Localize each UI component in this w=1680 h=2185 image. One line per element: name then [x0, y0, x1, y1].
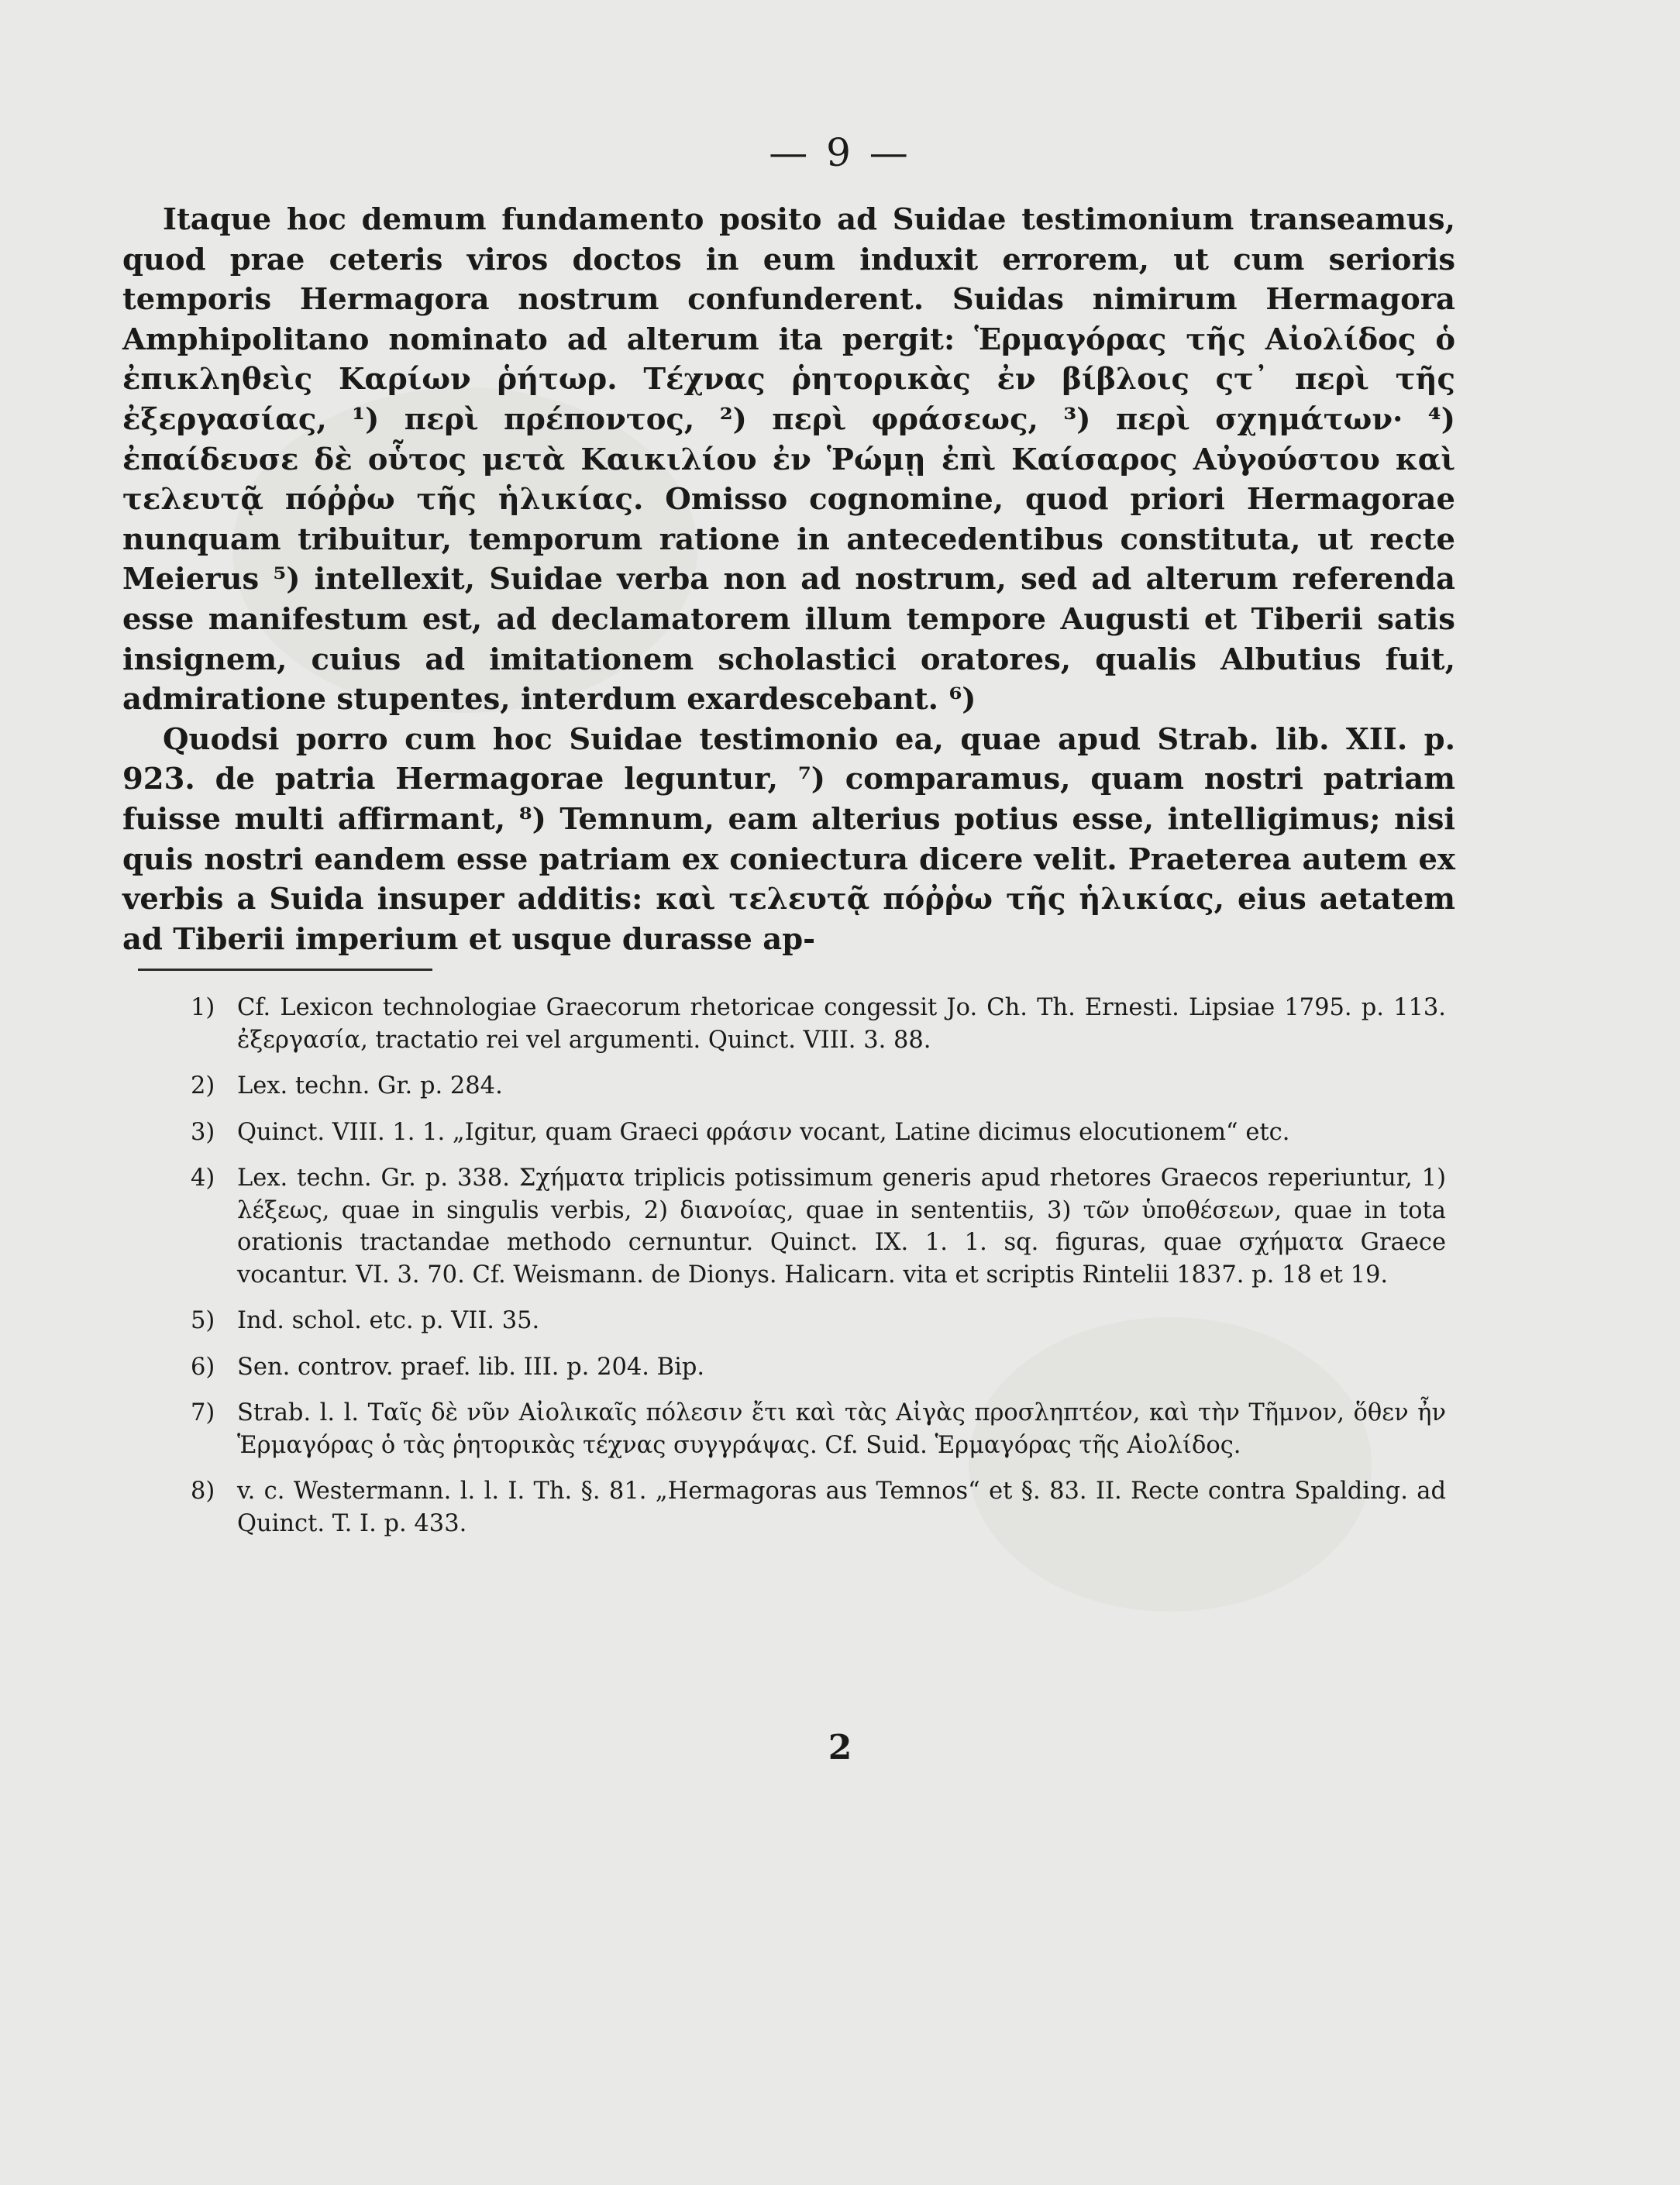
paragraph: Quodsi porro cum hoc Suidae testimonio ea, quae apud Strab. lib. XII. p. 923. de patria Hermagorae leguntur, ⁷) comparamus, quam nostri patriam fuisse multi affirmant, ⁸) Temnum, eam alterius potius esse, intelligimus; nisi quis nostri eandem esse patriam ex coniectura dicere velit. Praeterea autem ex verbis a Suida insuper additis: καὶ τελευτᾷ πόῤῥω τῆς ἡλικίας, eius aetatem ad Tiberii imperium et usque durasse ap- [122, 721, 1455, 957]
footnote-text: Quinct. VIII. 1. 1. „Igitur, quam Graeci φράσιν vocant, Latine dicimus elocutionem“ etc. [237, 1118, 1290, 1146]
footnote-number: 2) [191, 1072, 215, 1099]
footnote-text: Lex. techn. Gr. p. 284. [237, 1072, 503, 1099]
footnote [191, 1397, 1446, 1461]
footnote-text: Ind. schol. etc. p. VII. 35. [237, 1307, 540, 1334]
footnote-text: v. c. Westermann. l. l. I. Th. §. 81. „Hermagoras aus Temnos“ et §. 83. II. Recte contra Spalding. ad Quinct. T. I. p. 433. [237, 1478, 1446, 1537]
footnote-number: 6) [191, 1353, 215, 1381]
page-number: — 9 — [769, 130, 911, 175]
footnote-text: Cf. Lexicon technologiae Graecorum rhetoricae congessit Jo. Ch. Th. Ernesti. Lipsiae 1795. p. 113. ἐξεργασία, tractatio rei vel argumenti. Quinct. VIII. 3. 88. [237, 994, 1446, 1054]
footnote-number: 4) [191, 1165, 215, 1192]
footnote-number: 1) [191, 994, 215, 1021]
footnote-number: 8) [191, 1478, 215, 1505]
footnote [191, 1305, 1446, 1337]
footnote-divider [138, 969, 432, 971]
footnote [191, 1351, 1446, 1384]
footnote [191, 1162, 1446, 1291]
footnote-text: Sen. controv. praef. lib. III. p. 204. Bip. [237, 1353, 705, 1381]
main-text [122, 200, 1455, 959]
footnote-text: Lex. techn. Gr. p. 338. Σχήματα triplicis potissimum generis apud rhetores Graecos reperiuntur, 1) λέξεως, quae in singulis verbis, 2) διανοίας, quae in sententiis, 3) τῶν ὑποθέσεων, quae in tota orationis tractandae methodo cernuntur. Quinct. IX. 1. 1. sq. figuras, quae σχήματα Graece vocantur. VI. 3. 70. Cf. Weismann. de Dionys. Halicarn. vita et scriptis Rintelii 1837. p. 18 et 19. [237, 1165, 1446, 1289]
footnote-text: Strab. l. l. Ταῖς δὲ νῦν Αἰολικαῖς πόλεσιν ἔτι καὶ τὰς Αἰγὰς προσληπτέον, καὶ τὴν Τῆμνον, ὅθεν ἦν Ἑρμαγόρας ὁ τὰς ῥητορικὰς τέχνας συγγράψας. Cf. Suid. Ἑρμαγόρας τῆς Αἰολίδος. [237, 1399, 1446, 1459]
footnote-number: 3) [191, 1118, 215, 1146]
footnote [191, 1475, 1446, 1540]
signature-mark: 2 [828, 1728, 852, 1767]
footnote [191, 1070, 1446, 1103]
footnote-number: 5) [191, 1307, 215, 1334]
footnote [191, 1117, 1446, 1149]
footnote-number: 7) [191, 1399, 215, 1426]
footnotes [191, 992, 1446, 1554]
footnote [191, 992, 1446, 1056]
paragraph: Itaque hoc demum fundamento posito ad Suidae testimonium transeamus, quod prae ceteris viros doctos in eum induxit errorem, ut cum serioris temporis Hermagora nostrum confunderent. Suidas nimirum Hermagora Amphipolitano nominato ad alterum ita pergit: Ἑρμαγόρας τῆς Αἰολίδος ὁ ἐπικληθεὶς Καρίων ῥήτωρ. Τέχνας ῥητορικὰς ἐν βίβλοις ςτ᾽ περὶ τῆς ἐξεργασίας, ¹) περὶ πρέποντος, ²) περὶ φράσεως, ³) περὶ σχημάτων· ⁴) ἐπαίδευσε δὲ οὗτος μετὰ Καικιλίου ἐν Ῥώμῃ ἐπὶ Καίσαρος Αὐγούστου καὶ τελευτᾷ πόῤῥω τῆς ἡλικίας. Omisso cognomine, quod priori Hermagorae nunquam tribuitur, temporum ratione in antecedentibus constituta, ut recte Meierus ⁵) intellexit, Suidae verba non ad nostrum, sed ad alterum referenda esse manifestum est, ad declamatorem illum tempore Augusti et Tiberii satis insignem, cuius ad imitationem scholastici oratores, qualis Albutius fuit, admiratione stupentes, interdum exardescebant. ⁶) [122, 202, 1455, 717]
